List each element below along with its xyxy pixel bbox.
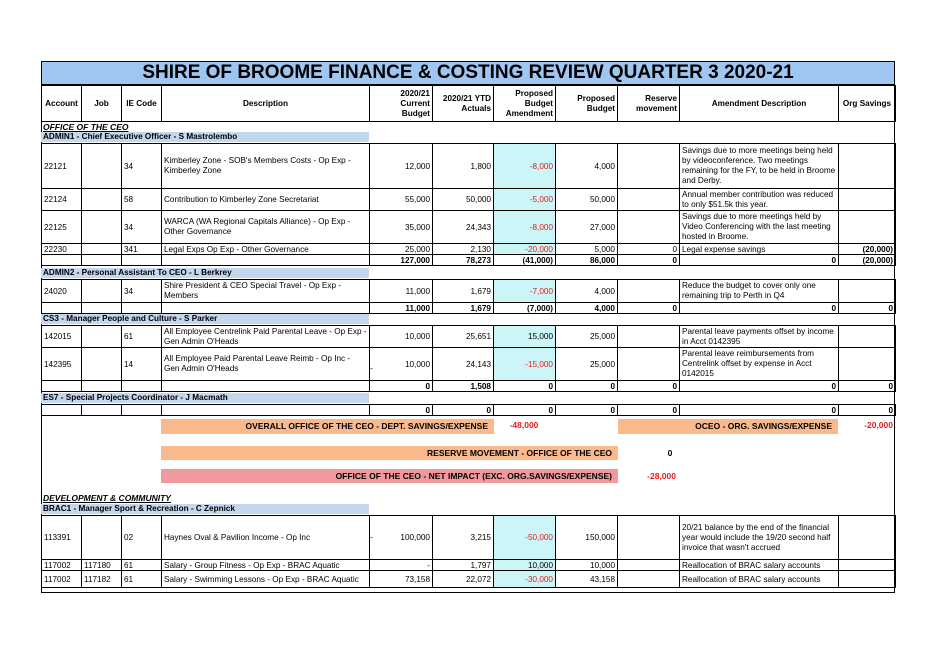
dash-marker: - — [370, 363, 373, 373]
overall-savings-value: -48,000 — [509, 420, 539, 430]
col-current-budget: 2020/21 Current Budget — [370, 86, 433, 122]
group-cs3: CS3 - Manager People and Culture - S Parker — [41, 314, 369, 324]
subtotal-row: 0 1,508 0 0 0 0 0 — [42, 381, 896, 392]
table-row: 22124 58 Contribution to Kimberley Zone Secretariat 55,000 50,000 -5,000 50,000 Annual member contribution was reduced to only $51.5k this year. — [42, 189, 896, 211]
org-savings-band: OCEO - ORG. SAVINGS/EXPENSE — [618, 419, 838, 434]
col-amendment-description: Amendment Description — [680, 86, 839, 122]
section-office-ceo: OFFICE OF THE CEO — [43, 122, 129, 132]
col-ytd-actuals: 2020/21 YTD Actuals — [433, 86, 494, 122]
table-row: 117002 117182 61 Salary - Swimming Lessons - Op Exp - BRAC Aquatic 73,158 22,072 -30,000 43,158 Reallocation of BRAC salary accounts — [42, 571, 896, 588]
overall-savings-band: OVERALL OFFICE OF THE CEO - DEPT. SAVINGS/EXPENSE — [161, 419, 494, 434]
table-row: 22230 341 Legal Exps Op Exp - Other Governance 25,000 2,130 -20,000 5,000 0 Legal expense savings (20,000) — [42, 244, 896, 255]
col-ie-code: IE Code — [122, 86, 162, 122]
header-table — [41, 85, 896, 122]
col-account: Account — [42, 86, 82, 122]
table-row: 142395 14 All Employee Paid Parental Leave Reimb - Op Inc - Gen Admin O'Heads 10,000 24,143 -15,000 25,000 Parental leave reimbursements from Centrelink offset by expense in Acct 0142015 — [42, 348, 896, 381]
subtotal-row: 127,000 78,273 (41,000) 86,000 0 0 (20,000) — [42, 255, 896, 266]
table-row: 142015 61 All Employee Centrelink Paid Parental Leave - Op Exp - Gen Admin O'Heads 10,000 25,651 15,000 25,000 Parental leave payments offset by income in Acct 0142395 — [42, 326, 896, 348]
cs3-table — [41, 325, 896, 392]
report-title: SHIRE OF BROOME FINANCE & COSTING REVIEW QUARTER 3 2020-21 — [41, 61, 895, 85]
group-brac1: BRAC1 - Manager Sport & Recreation - C Zepnick — [41, 504, 369, 514]
table-row: 24020 34 Shire President & CEO Special Travel - Op Exp - Members 11,000 1,679 -7,000 4,000 Reduce the budget to cover only one remaining trip to Perth in Q4 — [42, 280, 896, 303]
col-org-savings: Org Savings — [839, 86, 896, 122]
table-row: 22121 34 Kimberley Zone - SOB's Members Costs - Op Exp - Kimberley Zone 12,000 1,800 -8,000 4,000 Savings due to more meetings being held by videoconference. Two meetings remaining for the FY, to be held in Broome and Derby. — [42, 144, 896, 189]
reserve-movement-band: RESERVE MOVEMENT - OFFICE OF THE CEO — [161, 446, 618, 460]
table-row: 117002 117180 61 Salary - Group Fitness - Op Exp - BRAC Aquatic - 1,797 10,000 10,000 Reallocation of BRAC salary accounts — [42, 560, 896, 571]
group-es7: ES7 - Special Projects Coordinator - J Macmath — [41, 393, 369, 403]
section-dev-community: DEVELOPMENT & COMMUNITY — [43, 493, 171, 503]
brac1-table — [41, 515, 896, 588]
table-row: 113391 02 Haynes Oval & Pavilion Income - Op Inc 100,000 3,215 -50,000 150,000 20/21 balance by the end of the financial year would include the 19/20 second half invoice that wasn't accrued — [42, 516, 896, 560]
org-savings-value: -20,000 — [864, 420, 893, 430]
col-description: Description — [162, 86, 370, 122]
reserve-movement-value: 0 — [667, 448, 673, 458]
col-job: Job — [82, 86, 122, 122]
group-admin2: ADMIN2 - Personal Assistant To CEO - L Berkrey — [41, 268, 369, 278]
col-proposed-budget: Proposed Budget — [556, 86, 618, 122]
col-reserve-movement: Reserve movement — [618, 86, 680, 122]
net-impact-value: -28,000 — [647, 471, 676, 481]
es7-table — [41, 404, 896, 416]
subtotal-row: 11,000 1,679 (7,000) 4,000 0 0 0 — [42, 303, 896, 314]
col-proposed-amendment: Proposed Budget Amendment — [494, 86, 556, 122]
table-row: 22125 34 WARCA (WA Regional Capitals Alliance) - Op Exp - Other Governance 35,000 24,343 -8,000 27,000 Savings due to more meetings held by Video Conferencing with the last meeting hosted in Broome. — [42, 211, 896, 244]
group-admin1: ADMIN1 - Chief Executive Officer - S Mastrolembo — [41, 132, 369, 142]
net-impact-band: OFFICE OF THE CEO - NET IMPACT (EXC. ORG.SAVINGS/EXPENSE) — [161, 469, 618, 483]
subtotal-row: 0 0 0 0 0 0 0 — [42, 405, 896, 416]
admin2-table — [41, 279, 896, 314]
admin1-table — [41, 143, 896, 266]
dash-marker: - — [370, 532, 373, 542]
